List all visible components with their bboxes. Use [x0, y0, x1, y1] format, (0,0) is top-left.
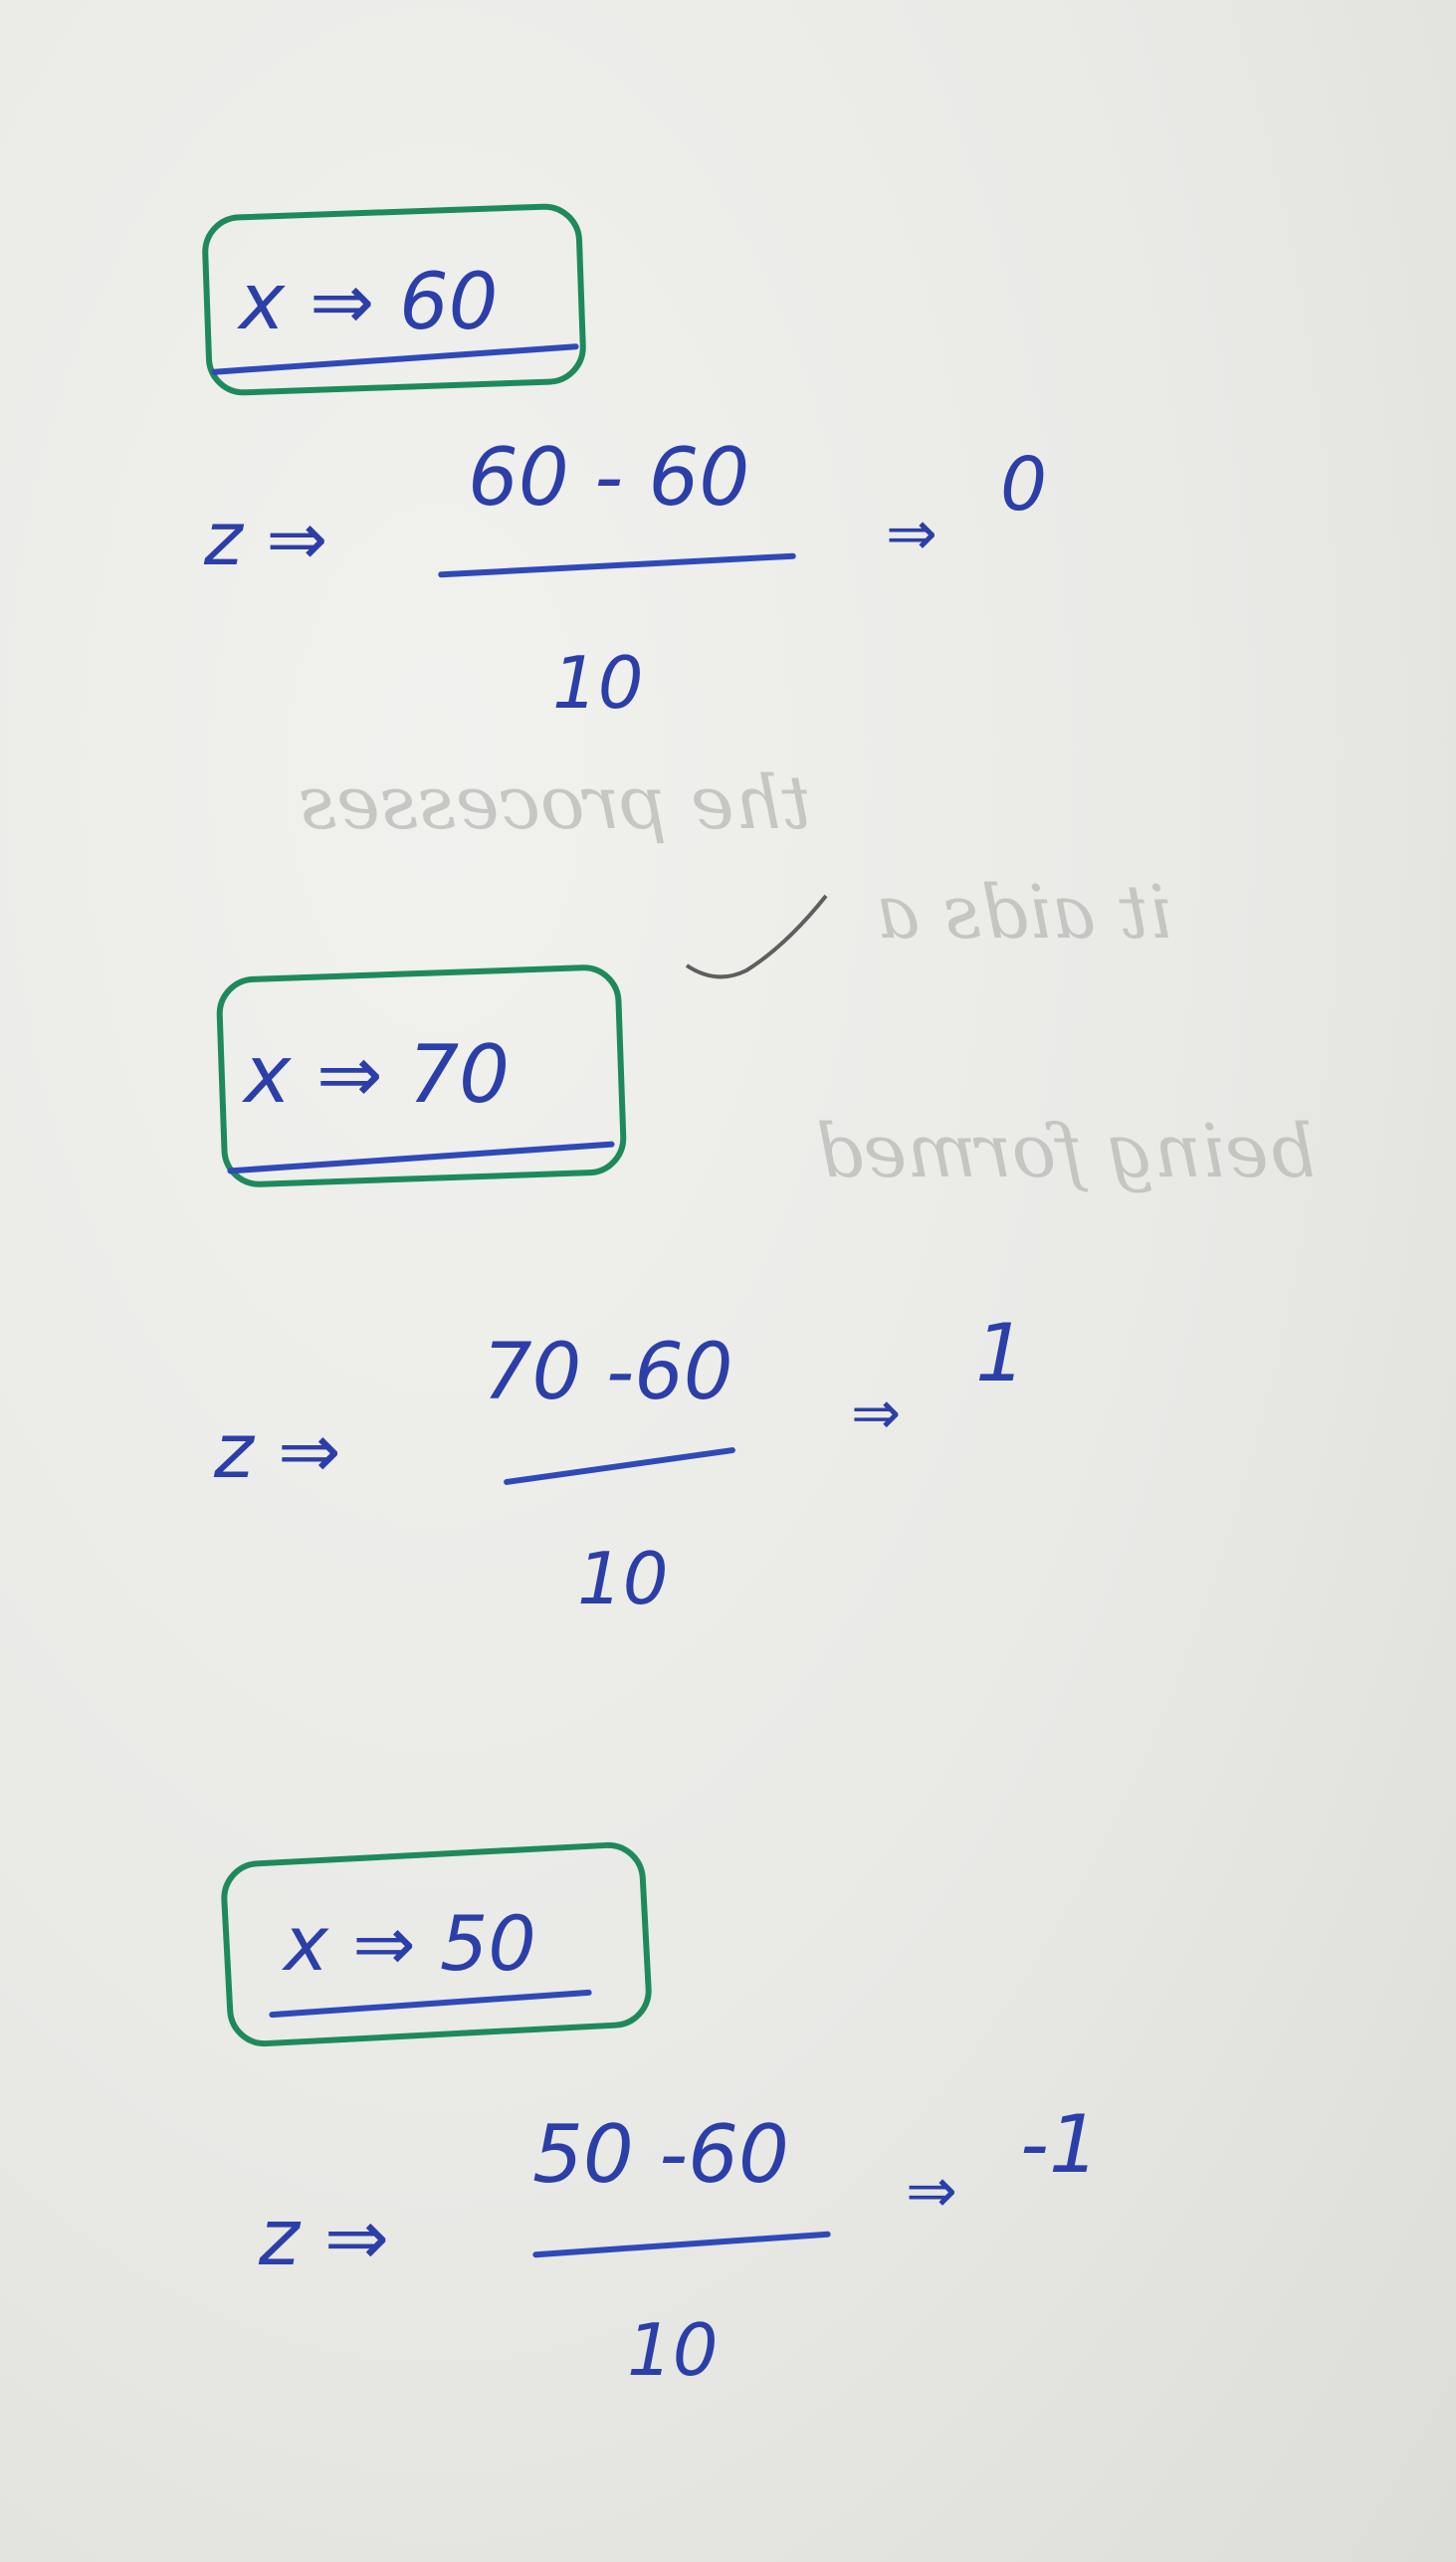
- implies-arrow: ⇒: [851, 1379, 902, 1448]
- denominator: 10: [552, 641, 644, 725]
- z-label: z ⇒: [214, 1406, 341, 1495]
- show-through-line-1: the processes: [299, 760, 811, 846]
- result: -1: [1020, 2098, 1100, 2191]
- result: 0: [1000, 442, 1048, 528]
- implies-arrow: ⇒: [886, 497, 937, 569]
- z-label: z ⇒: [204, 497, 328, 582]
- box-label: x ⇒ 70: [244, 1028, 511, 1121]
- z-label: z ⇒: [259, 2194, 390, 2283]
- show-through-swoosh: [677, 876, 836, 995]
- numerator: 70 -60: [483, 1328, 733, 1417]
- show-through-line-3: being formed: [816, 1109, 1317, 1194]
- box-label: x ⇒ 60: [239, 258, 499, 347]
- numerator: 50 -60: [532, 2108, 789, 2201]
- fraction-bar: [532, 2232, 831, 2258]
- box-label: x ⇒ 50: [284, 1899, 536, 1988]
- implies-arrow: ⇒: [906, 2154, 957, 2227]
- numerator: 60 - 60: [468, 431, 750, 524]
- fraction-bar: [438, 553, 796, 578]
- fraction-bar: [504, 1447, 736, 1486]
- denominator: 10: [627, 2308, 719, 2392]
- show-through-line-2: it aids a: [876, 870, 1172, 956]
- result: 1: [975, 1307, 1026, 1399]
- denominator: 10: [577, 1537, 669, 1620]
